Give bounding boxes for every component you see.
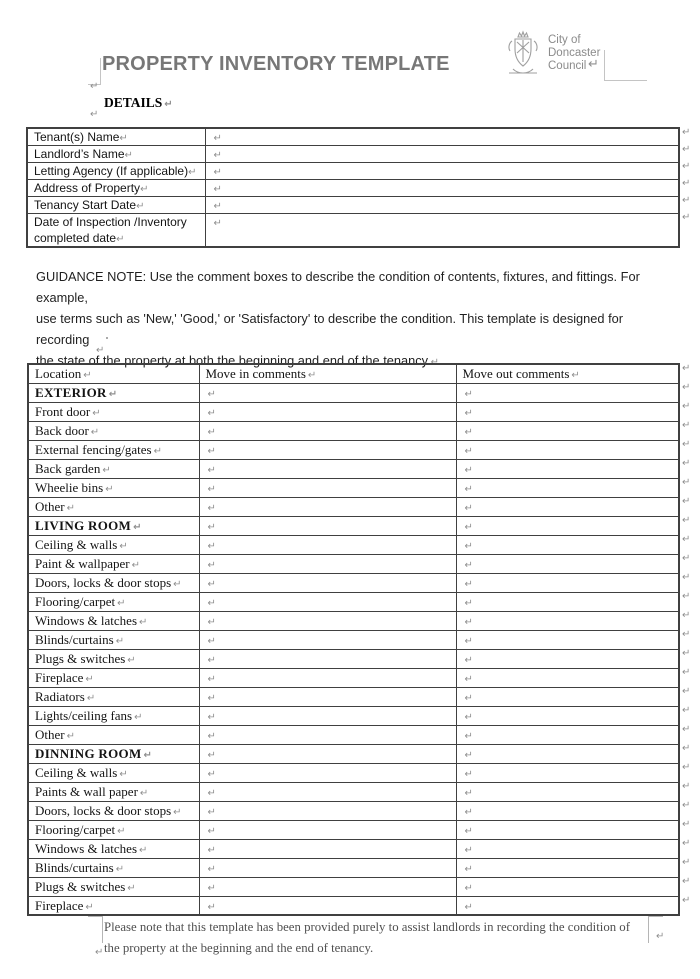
details-heading-label: DETAILS xyxy=(104,95,163,110)
move-out-cell[interactable]: ↵ xyxy=(456,782,679,801)
return-mark: ↵ xyxy=(90,109,99,120)
move-out-cell[interactable]: ↵ xyxy=(456,421,679,440)
table-row: Radiators ↵ ↵ ↵ xyxy=(28,687,679,706)
table-row: Paints & wall paper ↵ ↵ ↵ xyxy=(28,782,679,801)
move-in-cell[interactable]: ↵ xyxy=(199,706,456,725)
return-mark: ↵ xyxy=(213,167,222,178)
move-out-cell[interactable]: ↵ xyxy=(456,459,679,478)
guidance-line: GUIDANCE NOTE: Use the comment boxes to describe the condition of contents, fixtures, and fittings. For example, xyxy=(36,269,640,305)
move-in-cell[interactable]: ↵ xyxy=(199,896,456,915)
move-out-cell[interactable]: ↵ xyxy=(456,535,679,554)
move-in-cell[interactable]: ↵ xyxy=(199,744,456,763)
move-out-cell[interactable]: ↵ xyxy=(456,516,679,535)
move-out-cell[interactable]: ↵ xyxy=(456,668,679,687)
move-in-cell[interactable]: ↵ xyxy=(199,554,456,573)
table-row: Flooring/carpet ↵ ↵ ↵ xyxy=(28,592,679,611)
doncaster-crest-icon xyxy=(505,29,541,77)
table-row: Plugs & switches ↵ ↵ ↵ xyxy=(28,649,679,668)
details-heading xyxy=(104,95,173,111)
move-out-cell[interactable]: ↵ xyxy=(456,402,679,421)
details-label-cell: Address of Property↵ xyxy=(27,180,205,197)
table-row: Wheelie bins ↵ ↵ ↵ xyxy=(28,478,679,497)
inventory-table xyxy=(27,363,680,916)
move-in-cell[interactable]: ↵ xyxy=(199,611,456,630)
details-label-cell: Tenancy Start Date↵ xyxy=(27,197,205,214)
details-label-cell: Letting Agency (If applicable)↵ xyxy=(27,163,205,180)
return-mark: ↵ xyxy=(213,133,222,144)
table-header-row xyxy=(28,364,679,383)
table-row: Other ↵ ↵ ↵ xyxy=(28,497,679,516)
content-control-bracket xyxy=(88,916,103,943)
table-row xyxy=(27,163,679,180)
table-row: Windows & latches ↵ ↵ ↵ xyxy=(28,611,679,630)
table-row: Flooring/carpet ↵ ↵ ↵ xyxy=(28,820,679,839)
table-row xyxy=(27,128,679,146)
return-mark: ↵ xyxy=(307,370,317,381)
table-row: Ceiling & walls ↵ ↵ ↵ xyxy=(28,535,679,554)
table-row: Back garden ↵ ↵ ↵ xyxy=(28,459,679,478)
move-in-cell[interactable]: ↵ xyxy=(199,801,456,820)
return-mark: ↵ xyxy=(136,201,145,212)
return-mark: ↵ xyxy=(95,947,104,958)
table-row: Doors, locks & door stops ↵ ↵ ↵ xyxy=(28,801,679,820)
table-row: Doors, locks & door stops ↵ ↵ ↵ xyxy=(28,573,679,592)
details-label-cell: Tenant(s) Name↵ xyxy=(27,128,205,146)
details-label-cell: Landlord’s Name↵ xyxy=(27,146,205,163)
return-mark: ↵ xyxy=(656,931,665,942)
move-in-cell[interactable]: ↵ xyxy=(199,516,456,535)
move-in-cell[interactable]: ↵ xyxy=(199,763,456,782)
move-out-cell[interactable]: ↵ xyxy=(456,820,679,839)
guidance-line: use terms such as 'New,' 'Good,' or 'Satisfactory' to describe the condition. This template is designed for recording xyxy=(36,311,624,347)
table-row: Other ↵ ↵ ↵ xyxy=(28,725,679,744)
move-out-cell[interactable]: ↵ xyxy=(456,801,679,820)
move-out-cell[interactable]: ↵ xyxy=(456,497,679,516)
table-row: Fireplace ↵ ↵ ↵ xyxy=(28,896,679,915)
table-row xyxy=(27,180,679,197)
table-row: Blinds/curtains ↵ ↵ ↵ xyxy=(28,630,679,649)
move-out-cell[interactable]: ↵ xyxy=(456,706,679,725)
table-row: EXTERIOR ↵ ↵ ↵ xyxy=(28,383,679,402)
move-out-cell[interactable]: ↵ xyxy=(456,478,679,497)
return-mark: ↵ xyxy=(83,370,92,381)
logo-line-1: City of xyxy=(548,34,581,46)
move-in-cell[interactable]: ↵ xyxy=(199,782,456,801)
table-row: Plugs & switches ↵ ↵ ↵ xyxy=(28,877,679,896)
move-out-cell[interactable]: ↵ xyxy=(456,896,679,915)
move-out-cell[interactable]: ↵ xyxy=(456,573,679,592)
details-table xyxy=(26,127,680,248)
table-row xyxy=(27,146,679,163)
table-row: LIVING ROOM ↵ ↵ ↵ xyxy=(28,516,679,535)
header-location: Location ↵ xyxy=(28,364,199,383)
move-in-cell[interactable]: ↵ xyxy=(199,668,456,687)
table-row: Back door ↵ ↵ ↵ xyxy=(28,421,679,440)
return-mark: ↵ xyxy=(119,133,128,144)
move-in-cell[interactable]: ↵ xyxy=(199,535,456,554)
move-in-cell[interactable]: ↵ xyxy=(199,383,456,402)
move-in-cell[interactable]: ↵ xyxy=(199,478,456,497)
council-logo xyxy=(505,29,600,77)
footer-note xyxy=(104,917,649,959)
return-mark: ↵ xyxy=(213,201,222,212)
return-mark: ↵ xyxy=(430,357,440,368)
move-in-cell[interactable]: ↵ xyxy=(199,649,456,668)
return-mark: ↵ xyxy=(116,234,125,245)
details-value-cell[interactable] xyxy=(205,163,679,180)
move-out-cell[interactable]: ↵ xyxy=(456,440,679,459)
return-mark: ↵ xyxy=(213,184,222,195)
details-value-cell[interactable] xyxy=(205,214,679,248)
move-out-cell[interactable]: ↵ xyxy=(456,877,679,896)
header-move-in: Move in comments ↵ xyxy=(199,364,456,383)
move-out-cell[interactable]: ↵ xyxy=(456,649,679,668)
move-out-cell[interactable]: ↵ xyxy=(456,858,679,877)
details-value-cell[interactable] xyxy=(205,180,679,197)
move-in-cell[interactable]: ↵ xyxy=(199,402,456,421)
table-row: Blinds/curtains ↵ ↵ ↵ xyxy=(28,858,679,877)
move-out-cell[interactable]: ↵ xyxy=(456,839,679,858)
move-in-cell[interactable]: ↵ xyxy=(199,820,456,839)
move-out-cell[interactable]: ↵ xyxy=(456,554,679,573)
table-row: Lights/ceiling fans ↵ ↵ ↵ xyxy=(28,706,679,725)
end-of-row-marks: ↵ ↵ ↵ ↵ ↵ ↵ ↵ ↵ ↵ ↵ ↵ ↵ ↵ ↵ ↵ ↵ ↵ ↵ ↵ ↵ ↵ ↵ ↵ ↵ ↵ ↵ ↵ ↵ ↵ xyxy=(682,363,691,906)
move-out-cell[interactable]: ↵ xyxy=(456,592,679,611)
return-mark: ↵ xyxy=(213,218,222,229)
page-title: PROPERTY INVENTORY TEMPLATE xyxy=(102,53,450,75)
table-row: Windows & latches ↵ ↵ ↵ xyxy=(28,839,679,858)
table-row xyxy=(27,197,679,214)
return-mark: ↵ xyxy=(96,345,105,356)
footer-line: the property at the beginning and the end of tenancy. xyxy=(104,941,374,955)
guidance-line: the state of the property at both the beginning and end of the tenancy.↵ xyxy=(36,353,440,368)
table-row xyxy=(27,214,679,248)
table-row: Front door ↵ ↵ ↵ xyxy=(28,402,679,421)
table-row: DINNING ROOM ↵ ↵ ↵ xyxy=(28,744,679,763)
move-in-cell[interactable]: ↵ xyxy=(199,858,456,877)
move-in-cell[interactable]: ↵ xyxy=(199,687,456,706)
move-out-cell[interactable]: ↵ xyxy=(456,630,679,649)
move-out-cell[interactable]: ↵ xyxy=(456,687,679,706)
guidance-note xyxy=(36,266,676,371)
move-in-cell[interactable]: ↵ xyxy=(199,839,456,858)
return-mark: ↵ xyxy=(188,167,197,178)
move-in-cell[interactable]: ↵ xyxy=(199,630,456,649)
return-mark: ↵ xyxy=(164,99,173,110)
move-out-cell[interactable]: ↵ xyxy=(456,383,679,402)
move-in-cell[interactable]: ↵ xyxy=(199,459,456,478)
return-mark: ↵ xyxy=(124,150,133,161)
table-row: Paint & wallpaper ↵ ↵ ↵ xyxy=(28,554,679,573)
move-in-cell[interactable]: ↵ xyxy=(199,497,456,516)
end-of-row-marks: ↵ ↵ ↵ ↵ ↵ ↵ xyxy=(682,127,691,223)
move-in-cell[interactable]: ↵ xyxy=(199,573,456,592)
move-in-cell[interactable]: ↵ xyxy=(199,725,456,744)
move-out-cell[interactable]: ↵ xyxy=(456,763,679,782)
content-control-bracket xyxy=(604,50,647,81)
details-value-cell[interactable] xyxy=(205,197,679,214)
header-move-out: Move out comments ↵ xyxy=(456,364,679,383)
return-mark: ↵ xyxy=(571,370,580,381)
move-in-cell[interactable]: ↵ xyxy=(199,592,456,611)
details-value-cell[interactable] xyxy=(205,128,679,146)
move-in-cell[interactable]: ↵ xyxy=(199,440,456,459)
table-row: Ceiling & walls ↵ ↵ ↵ xyxy=(28,763,679,782)
logo-line-3: Council xyxy=(548,60,587,72)
move-in-cell[interactable]: ↵ xyxy=(199,877,456,896)
return-mark: ↵ xyxy=(213,150,222,161)
move-out-cell[interactable]: ↵ xyxy=(456,744,679,763)
return-mark: ↵ xyxy=(90,81,99,92)
move-out-cell[interactable]: ↵ xyxy=(456,611,679,630)
move-in-cell[interactable]: ↵ xyxy=(199,421,456,440)
details-label-cell: Date of Inspection /Inventory completed date↵ xyxy=(27,214,205,248)
logo-line-2: Doncaster xyxy=(548,47,601,59)
details-value-cell[interactable] xyxy=(205,146,679,163)
return-mark: ↵ xyxy=(140,184,149,195)
footer-line: Please note that this template has been provided purely to assist landlords in recording the condition of xyxy=(104,920,630,934)
table-row: Fireplace ↵ ↵ ↵ xyxy=(28,668,679,687)
move-out-cell[interactable]: ↵ xyxy=(456,725,679,744)
stray-dot xyxy=(106,337,108,339)
return-mark: ↵ xyxy=(588,57,599,72)
table-row: External fencing/gates ↵ ↵ ↵ xyxy=(28,440,679,459)
